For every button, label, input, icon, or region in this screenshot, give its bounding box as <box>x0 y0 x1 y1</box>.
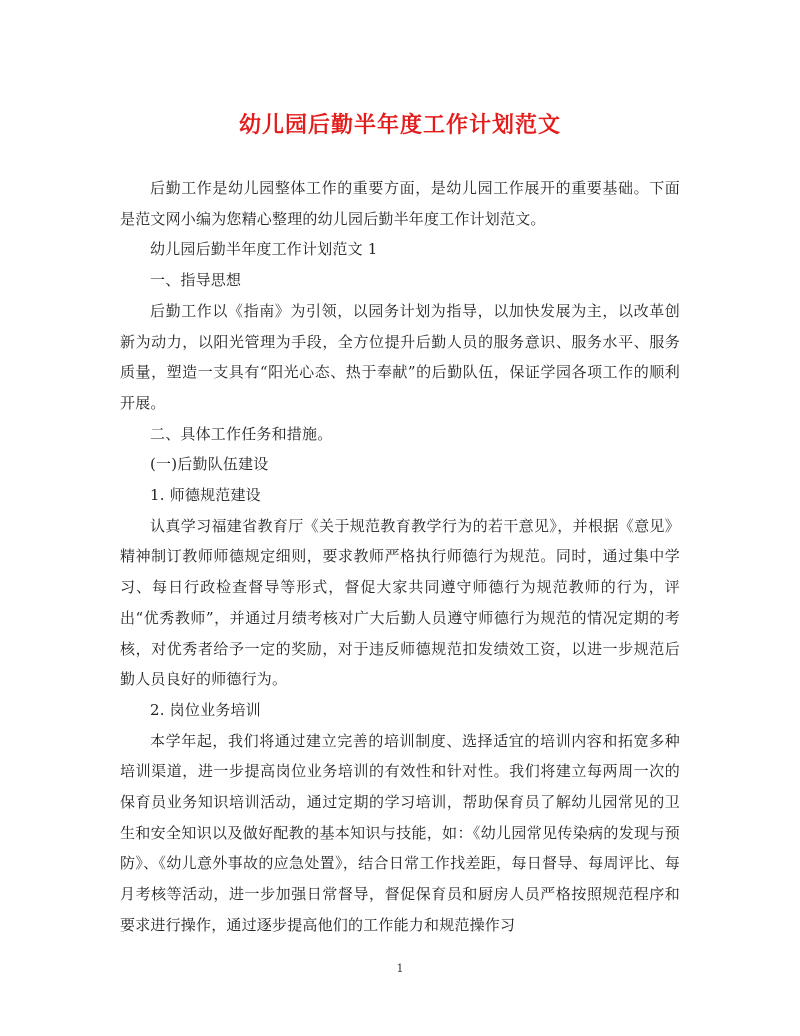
heading-tasks-measures: 二、具体工作任务和措施。 <box>150 424 333 443</box>
paragraph-intro: 后勤工作是幼儿园整体工作的重要方面，是幼儿园工作展开的重要基础。下面是范文网小编为您精心整理的幼儿园后勤半年度工作计划范文。 <box>120 179 680 228</box>
document-title: 幼儿园后勤半年度工作计划范文 <box>238 112 561 138</box>
heading-ethics-standards: 1. 师德规范建设 <box>150 486 261 505</box>
paragraph-guiding-ideology: 后勤工作以《指南》为引领，以园务计划为指导，以加快发展为主，以改革创新为动力，以阳光管理为手段，全方位提升后勤人员的服务意识、服务水平、服务质量，塑造一支具有“阳光心态、热于奉献”的后勤队伍，保证学园各项工作的顺利开展。 <box>120 301 680 412</box>
paragraph-job-training: 本学年起，我们将通过建立完善的培训制度、选择适宜的培训内容和拓宽多种培训渠道，进一步提高岗位业务培训的有效性和针对性。我们将建立每两周一次的保育员业务知识培训活动，通过定期的学习培训，帮助保育员了解幼儿园常见的卫生和安全知识以及做好配教的基本知识与技能，如：《幼儿园常见传染病的发现与预防》、《幼儿意外事故的应急处置》，结合日常工作找差距，每日督导、每周评比、每月考核等活动，进一步加强日常督导，督促保育员和厨房人员严格按照规范程序和要求进行操作，通过逐步提高他们的工作能力和规范操作习 <box>120 731 680 934</box>
document-body <box>120 173 680 941</box>
heading-job-training: 2. 岗位业务培训 <box>150 700 261 719</box>
paragraph-subtitle: 幼儿园后勤半年度工作计划范文 1 <box>150 240 378 259</box>
heading-team-building: (一)后勤队伍建设 <box>150 455 269 474</box>
page-number: 1 <box>396 962 404 975</box>
heading-guiding-ideology: 一、指导思想 <box>150 271 242 290</box>
paragraph-ethics-standards: 认真学习福建省教育厅《关于规范教育教学行为的若干意见》，并根据《意见》精神制订教师师德规定细则，要求教师严格执行师德行为规范。同时，通过集中学习、每日行政检查督导等形式，督促大家共同遵守师德行为规范教师的行为，评出“优秀教师”，并通过月绩考核对广大后勤人员遵守师德行为规范的情况定期的考核，对优秀者给予一定的奖励，对于违反师德规范扣发绩效工资，以进一步规范后勤人员良好的师德行为。 <box>120 516 680 689</box>
